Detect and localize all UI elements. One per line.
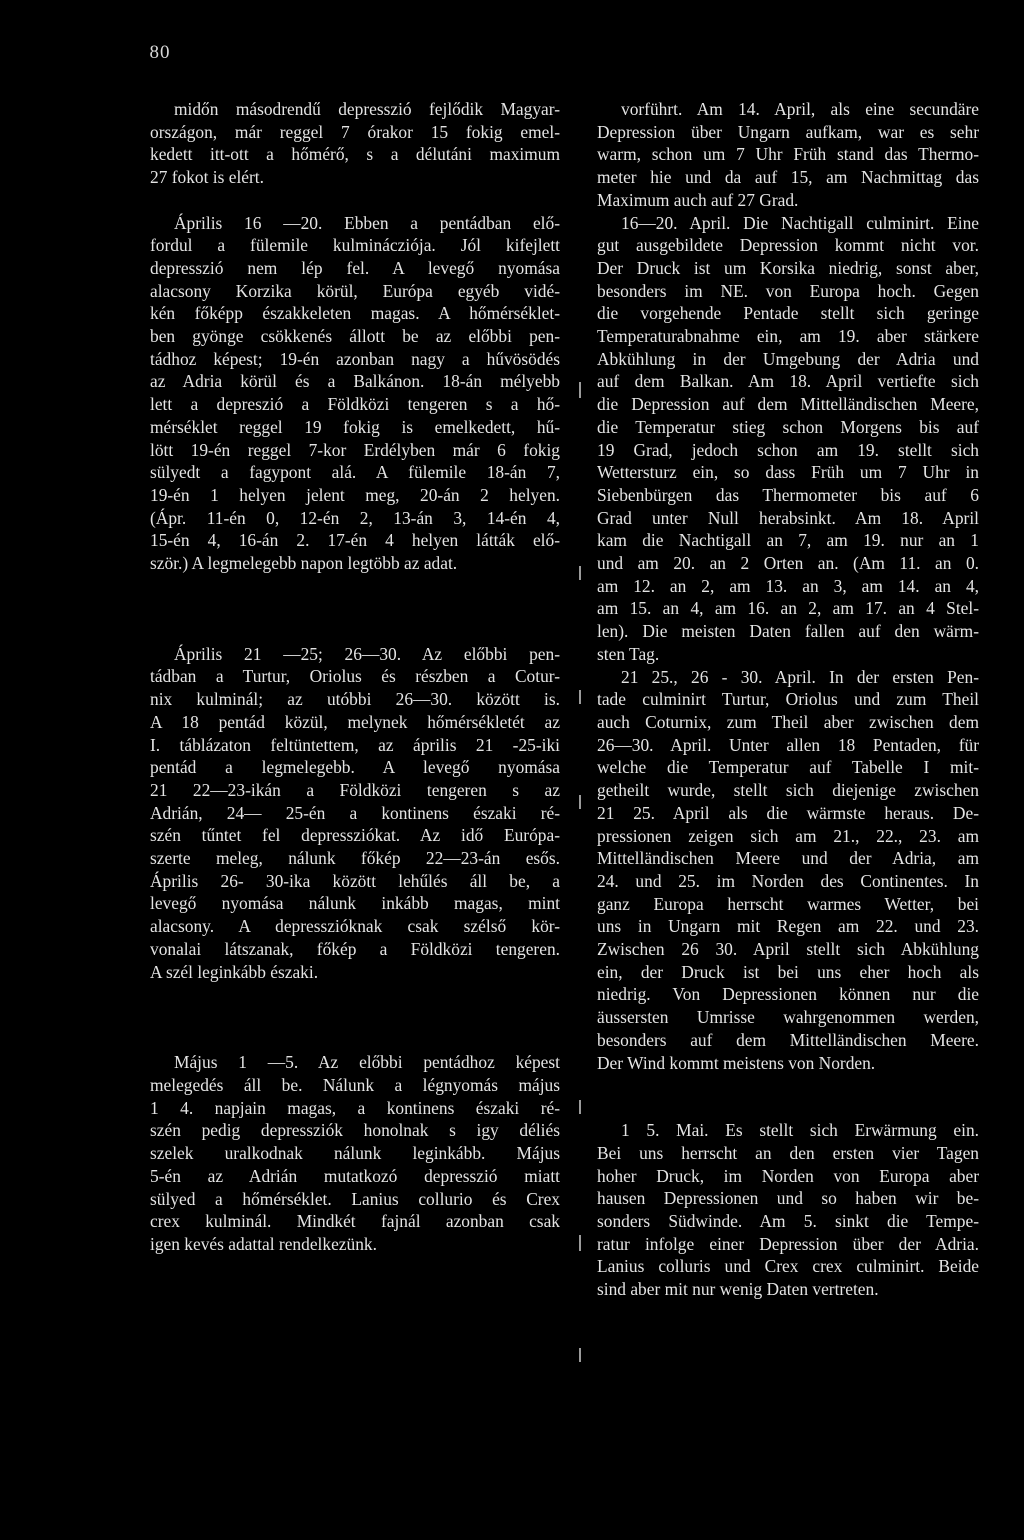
text-line: 1 5. Mai. Es stellt sich Erwärmung ein.: [621, 1120, 979, 1141]
text-line: auch Coturnix, zum Theil aber zwischen dem: [597, 711, 979, 732]
text-line: die vorgehende Pentade stellt sich geringe: [597, 303, 979, 324]
text-line: szén tűntet fel depressziókat. Az idő Európa-: [150, 825, 560, 846]
margin-rule-mark: [579, 690, 581, 704]
text-line: 21 25., 26 - 30. April. In der ersten Pen-: [621, 666, 979, 687]
text-line: 1 4. napjain magas, a kontinens északi ré-: [150, 1097, 560, 1118]
text-line: niedrig. Von Depressionen können nur die: [597, 984, 979, 1005]
text-line: Mittelländischen Meere und der Adria, am: [597, 848, 979, 869]
text-line: ratur infolge einer Depression über der Adria.: [597, 1233, 979, 1254]
text-line: getheilt wurde, stellt sich diejenige zwischen: [597, 780, 979, 801]
text-line: szén pedig depressziók honolnak s igy déliés: [150, 1120, 560, 1141]
margin-rule-mark: [579, 566, 581, 580]
text-line: sten Tag.: [597, 643, 660, 664]
text-line: lett a depreszió a Földközi tengeren s a hő-: [150, 394, 560, 415]
text-line: (Ápr. 11-én 0, 12-én 2, 13-án 3, 14-én 4,: [150, 507, 560, 528]
text-line: ben gyönge csökkenés állott be az előbbi pen-: [150, 326, 560, 347]
german-paragraph-april-21-30: [597, 666, 979, 1075]
hungarian-paragraph-april-16-20: [150, 212, 560, 575]
text-line: am 12. an 2, am 13. an 3, am 14. an 4,: [597, 575, 979, 596]
text-line: I. táblázaton feltüntettem, az április 21 -25-iki: [150, 734, 560, 755]
text-line: Április 16 —20. Ebben a pentádban elő-: [174, 212, 560, 233]
text-line: die Depression auf dem Mittelländischen Meere,: [597, 394, 979, 415]
text-line: 16—20. April. Die Nachtigall culminirt. Eine: [621, 212, 979, 233]
text-line: igen kevés adattal rendelkezünk.: [150, 1233, 377, 1254]
text-line: kedett itt-ott a hőmérő, s a délutáni maximum: [150, 144, 560, 165]
text-line: Der Druck ist um Korsika niedrig, sonst aber,: [597, 257, 979, 278]
text-line: auf dem Balkan. Am 18. April vertiefte sich: [597, 371, 979, 392]
text-line: sülyedt a fagypont alá. A fülemile 18-án 7,: [150, 462, 560, 483]
text-line: tade culminirt Turtur, Oriolus und zum Theil: [597, 689, 979, 710]
text-line: midőn másodrendű depresszió fejlődik Magyar-: [174, 99, 560, 119]
margin-rule-mark: [579, 1235, 581, 1251]
text-line: Abkühlung in der Umgebung der Adria und: [597, 348, 979, 369]
text-line: Május 1 —5. Az előbbi pentádhoz képest: [174, 1052, 560, 1073]
text-line: fordul a fülemile kulminácziója. Jól kifejlett: [150, 235, 560, 256]
text-line: Adrián, 24— 25-én a kontinens északi ré-: [150, 802, 560, 823]
text-line: pentád a legmelegebb. A levegő nyomása: [150, 757, 560, 778]
hungarian-paragraph-april-14: [150, 98, 560, 189]
text-line: mérséklet reggel 19 fokig is emelkedett, hű-: [150, 416, 560, 437]
text-line: alacsony. A depresszióknak csak szélső kör-: [150, 916, 560, 937]
text-line: 26—30. April. Unter allen 18 Pentaden, für: [597, 734, 979, 755]
text-line: tádhoz képest; 19-én azonban nagy a hűvösödés: [150, 348, 560, 369]
text-line: warm, schon um 7 Uhr Früh stand das Thermo-: [597, 144, 979, 165]
text-line: Maximum auch auf 27 Grad.: [597, 189, 799, 210]
text-line: vonalai látszanak, főkép a Földközi tengeren.: [150, 938, 560, 959]
text-line: az Adria körül és a Balkánon. 18-án mélyebb: [150, 371, 560, 392]
text-line: szerte meleg, nálunk főkép 22—23-án esős.: [150, 848, 560, 869]
text-line: die Temperatur stieg schon Morgens bis auf: [597, 416, 979, 437]
hungarian-paragraph-april-21-30: [150, 643, 560, 984]
text-line: Der Wind kommt meistens von Norden.: [597, 1052, 876, 1073]
text-line: alacsony Korzika körül, Európa egyéb vidé-: [150, 280, 560, 301]
text-line: crex kulminál. Mindkét fajnál azonban csak: [150, 1211, 560, 1232]
german-column: [597, 98, 979, 1301]
text-line: besonders auf dem Mittelländischen Meere.: [597, 1029, 979, 1050]
text-line: ször.) A legmelegebb napon legtöbb az adat.: [150, 553, 458, 574]
text-line: hausen Depressionen und so haben wir be-: [597, 1188, 979, 1209]
hungarian-paragraph-may-1-5: [150, 1051, 560, 1255]
text-line: ein, der Druck ist bei uns eher hoch als: [597, 961, 979, 982]
text-line: len). Die meisten Daten fallen auf den wärm-: [597, 621, 979, 642]
text-line: äussersten Umrisse wahrgenommen werden,: [597, 1007, 979, 1028]
text-line: tádban a Turtur, Oriolus és részben a Cotur-: [150, 666, 560, 687]
text-line: Április 21 —25; 26—30. Az előbbi pen-: [174, 643, 560, 664]
text-line: 19-én 1 helyen jelent meg, 20-án 2 helyen.: [150, 484, 560, 505]
text-line: Lanius colluris und Crex crex culminirt. Beide: [597, 1256, 979, 1277]
text-line: und am 20. an 2 Orten an. (Am 11. an 0.: [597, 553, 979, 574]
text-line: A 18 pentád közül, melynek hőmérsékletét az: [150, 711, 560, 732]
text-line: Temperaturabnahme ein, am 19. aber stärkere: [597, 326, 979, 347]
text-line: vorführt. Am 14. April, als eine secundäre: [621, 99, 979, 119]
text-line: melegedés áll be. Nálunk a légnyomás május: [150, 1075, 560, 1095]
text-line: pressionen zeigen sich am 21., 22., 23. am: [597, 825, 979, 846]
text-line: hoher Druck, im Norden von Europa aber: [597, 1165, 979, 1186]
text-line: sülyed a hőmérséklet. Lanius collurio és Crex: [150, 1188, 560, 1209]
text-line: uns in Ungarn mit Regen am 22. und 23.: [597, 916, 979, 937]
text-line: Bei uns herrscht an den ersten vier Tagen: [597, 1142, 979, 1163]
text-line: 24. und 25. im Norden des Continentes. In: [597, 870, 979, 891]
margin-rule-mark: [579, 1100, 581, 1114]
hungarian-column: [150, 98, 560, 1256]
text-line: besonders im NE. von Europa hoch. Gegen: [597, 280, 979, 301]
text-line: nix kulminál; az utóbbi 26—30. között is.: [150, 689, 560, 710]
text-line: 19 Grad, jedoch schon am 19. stellt sich: [597, 439, 979, 460]
text-line: sonders Südwinde. Am 5. sinkt die Tempe-: [597, 1211, 979, 1232]
text-line: 21 22—23-ikán a Földközi tengeren s az: [150, 779, 560, 800]
text-line: sind aber mit nur wenig Daten vertreten.: [597, 1279, 879, 1300]
text-line: levegő nyomása nálunk inkább magas, mint: [150, 893, 560, 914]
text-line: Depression über Ungarn aufkam, war es sehr: [597, 121, 979, 142]
text-line: országon, már reggel 7 órakor 15 fokig emel-: [150, 121, 560, 142]
text-line: Wettersturz ein, so dass Früh um 7 Uhr in: [597, 462, 979, 483]
text-line: welche die Temperatur auf Tabelle I mit-: [597, 757, 979, 778]
text-line: lött 19-én reggel 7-kor Erdélyben már 6 fokig: [150, 439, 560, 460]
text-line: Április 26- 30-ika között lehűlés áll be, a: [150, 870, 560, 891]
text-line: gut ausgebildete Depression kommt nicht vor.: [597, 235, 979, 256]
margin-rule-mark: [579, 795, 581, 809]
page-number: 80: [149, 42, 171, 63]
text-line: szelek uralkodnak nálunk leginkább. Május: [150, 1143, 560, 1164]
german-paragraph-april-14: [597, 98, 979, 212]
text-line: Siebenbürgen das Thermometer bis auf 6: [597, 484, 979, 505]
text-line: ganz Europa herrscht warmes Wetter, bei: [597, 893, 979, 914]
text-line: kén főképp északkeleten magas. A hőmérséklet-: [150, 303, 560, 324]
margin-rule-mark: [579, 1348, 581, 1362]
margin-rule-mark: [579, 382, 581, 398]
text-line: 15-én 4, 16-án 2. 17-én 4 helyen látták elő-: [150, 530, 560, 551]
text-line: 21 25. April als die wärmste heraus. De-: [597, 802, 979, 823]
german-paragraph-may-1-5: [597, 1119, 979, 1301]
text-line: 27 fokot is elért.: [150, 167, 264, 188]
german-paragraph-april-16-20: [597, 212, 979, 666]
text-line: meter hie und da auf 15, am Nachmittag das: [597, 167, 979, 188]
text-line: Grad unter Null herabsinkt. Am 18. April: [597, 507, 979, 528]
text-line: A szél leginkább északi.: [150, 961, 319, 982]
text-line: depresszió nem lép fel. A levegő nyomása: [150, 257, 560, 278]
text-line: 5-én az Adrián mutatkozó depresszió miatt: [150, 1165, 560, 1186]
text-line: kam die Nachtigall an 7, am 19. nur an 1: [597, 530, 979, 551]
text-line: Zwischen 26 30. April stellt sich Abkühlung: [597, 939, 979, 960]
text-line: am 15. an 4, am 16. an 2, am 17. an 4 Stel-: [597, 598, 979, 619]
